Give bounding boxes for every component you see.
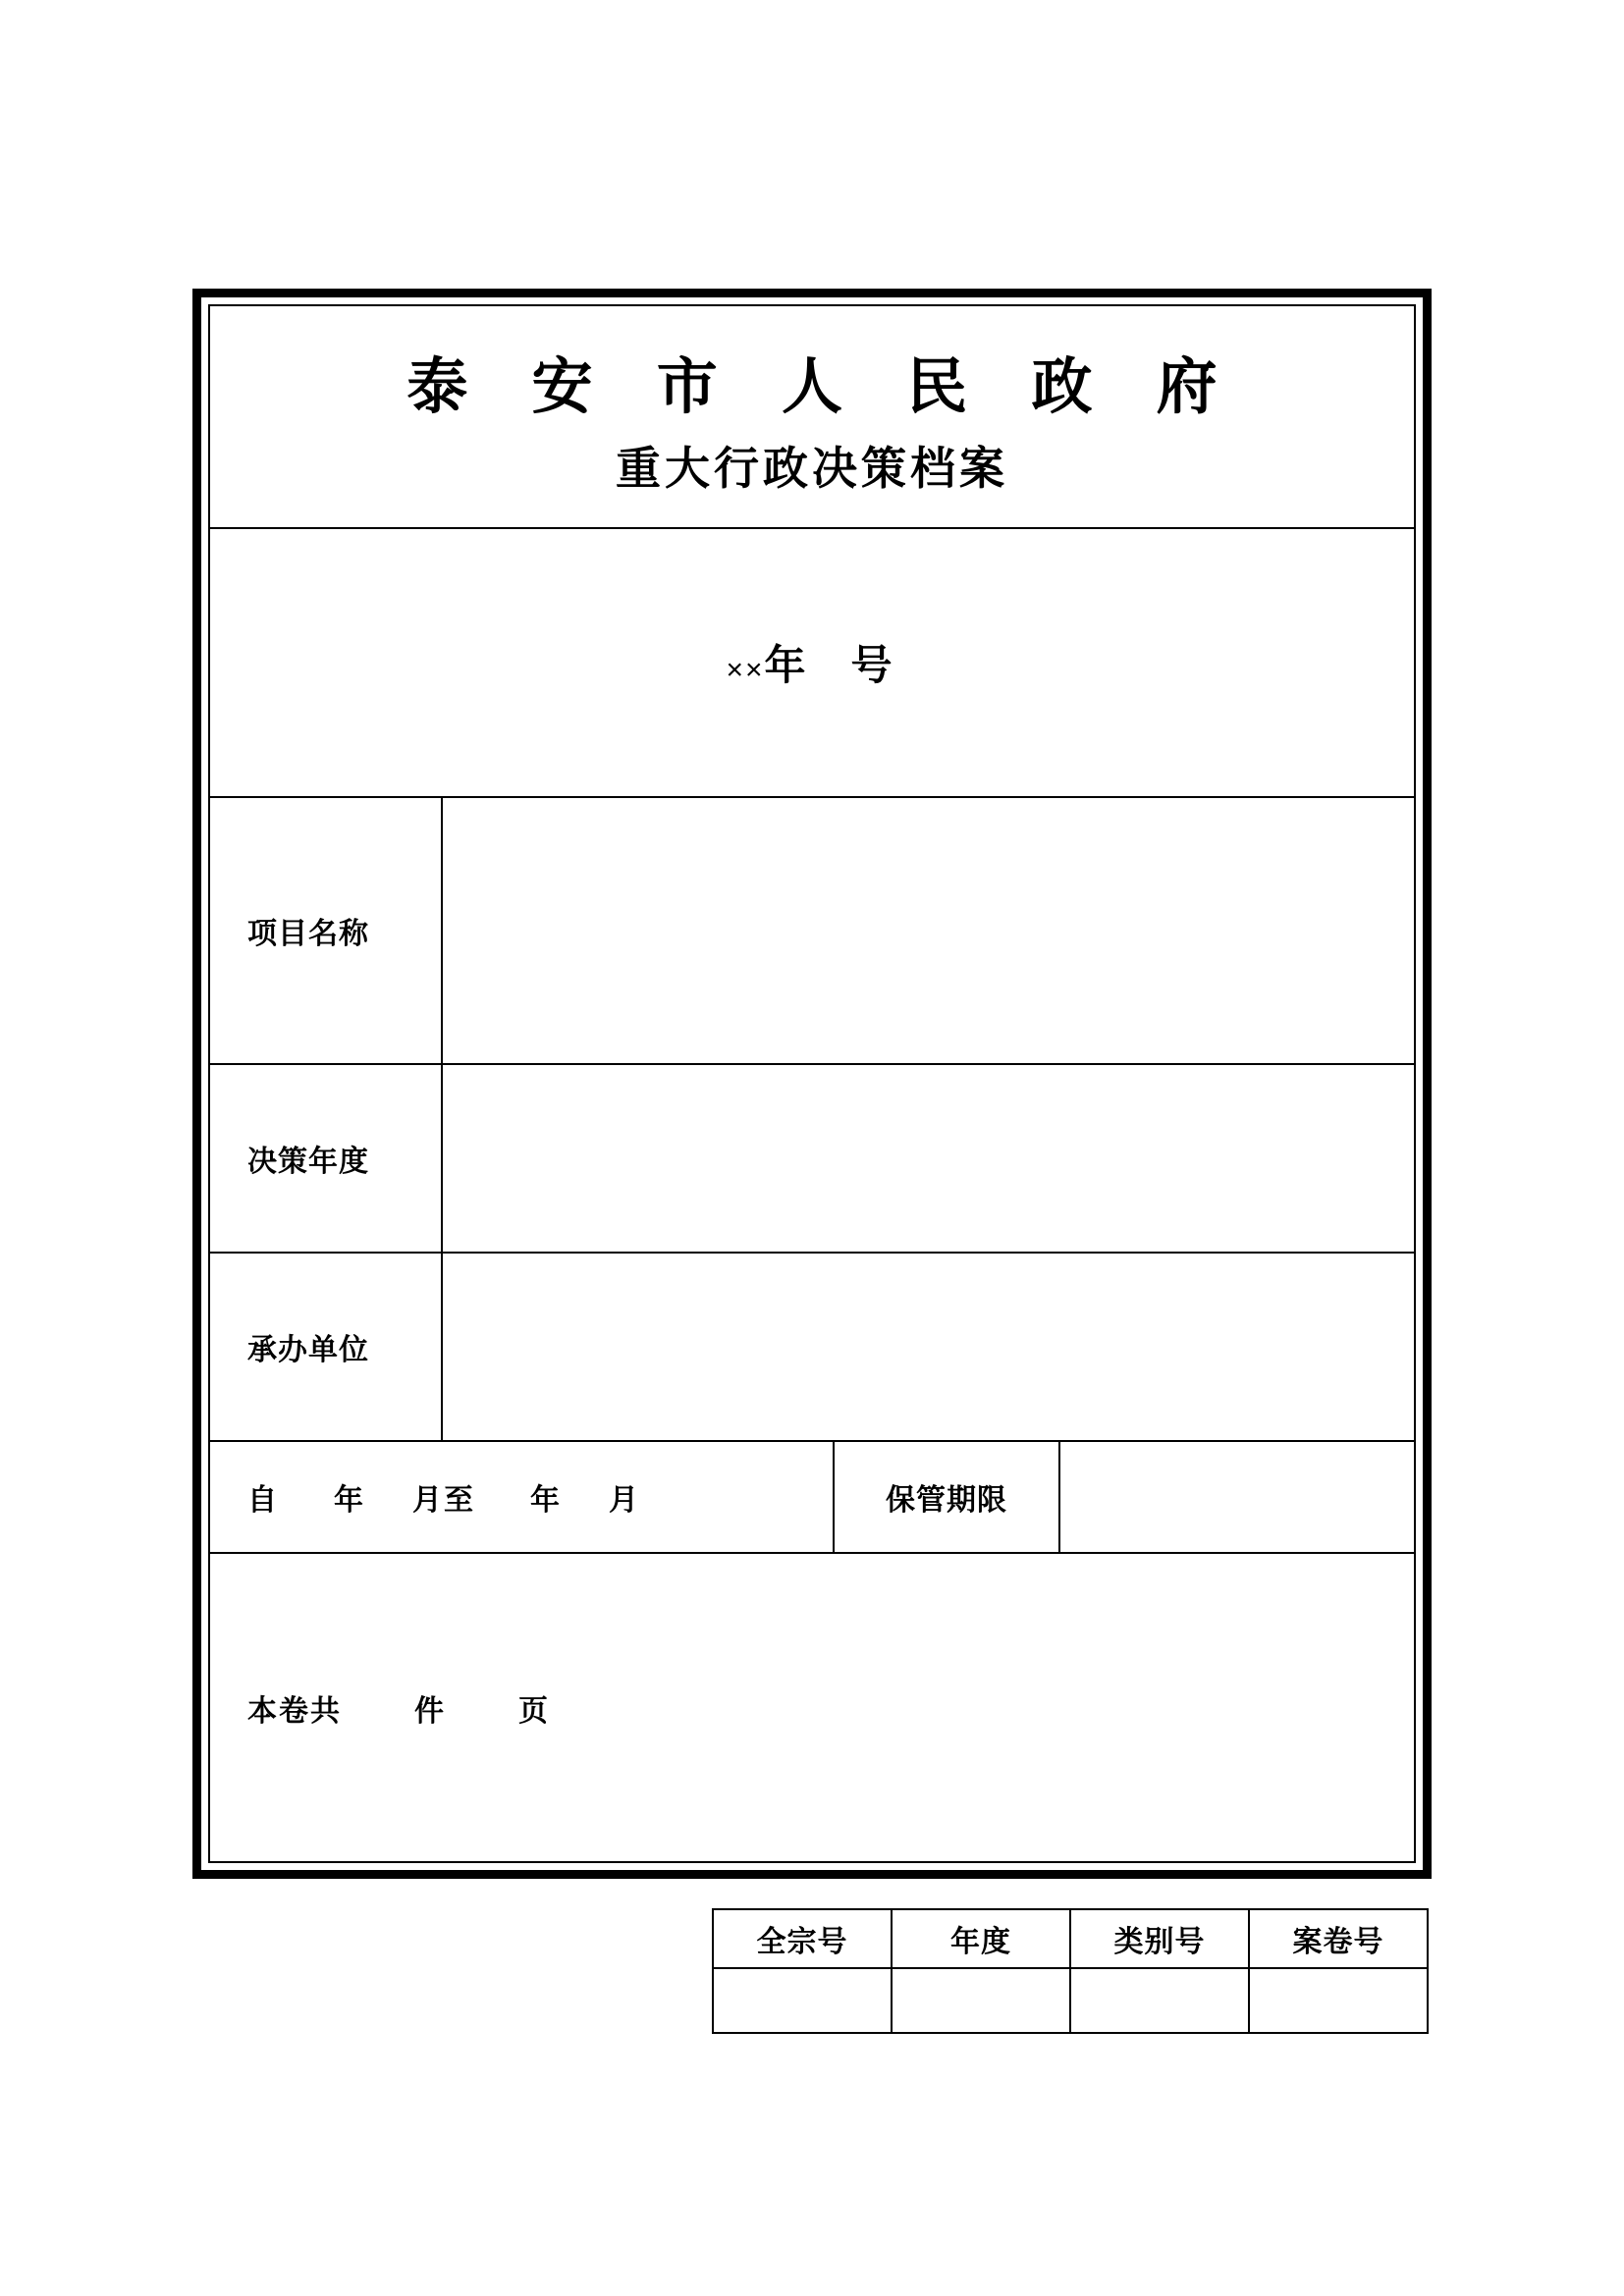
year-number-line [726,633,897,692]
date-span-field[interactable] [210,1442,835,1552]
archive-cover-box [192,289,1432,1879]
field-value-project-name[interactable] [443,798,1414,1063]
date-from-month-char: 月 [412,1484,444,1518]
field-value-handling-unit[interactable] [443,1254,1414,1440]
archive-index-table [712,1908,1429,2034]
field-value-decision-year[interactable] [443,1065,1414,1252]
volume-page-unit: 页 [518,1694,550,1728]
volume-total-row[interactable] [210,1554,1414,1861]
column-header-year: 年度 [892,1909,1070,1968]
year-placeholder: ×× [726,654,765,687]
table-header-row [713,1909,1428,1968]
year-number-section [210,529,1414,798]
cell-fonds-number[interactable] [713,1968,892,2033]
field-label-project-name: 项目名称 [210,798,443,1063]
table-row [713,1968,1428,2033]
column-header-file-number: 案卷号 [1249,1909,1428,1968]
date-to-month-char: 月 [609,1484,640,1518]
date-retention-row [210,1442,1414,1554]
cell-file-number[interactable] [1249,1968,1428,2033]
retention-period-value[interactable] [1060,1442,1414,1552]
cell-year[interactable] [892,1968,1070,2033]
date-to-year-char: 年 [530,1484,562,1518]
field-row-project-name [210,798,1414,1065]
page-title: 泰 安 市 人 民 政 府 [406,353,1241,421]
volume-total-prefix: 本卷共 [247,1694,342,1728]
date-to-label: 至 [444,1484,475,1518]
field-row-decision-year [210,1065,1414,1254]
date-from-label: 自 [247,1484,279,1518]
archive-cover-inner [208,304,1416,1863]
field-row-handling-unit [210,1254,1414,1442]
date-from-year-char: 年 [334,1484,365,1518]
retention-period-label: 保管期限 [835,1442,1060,1552]
volume-piece-unit: 件 [414,1694,446,1728]
year-char: 年 [764,642,812,689]
column-header-fonds-number: 全宗号 [713,1909,892,1968]
field-label-decision-year: 决策年度 [210,1065,443,1252]
title-section [210,306,1414,529]
field-label-handling-unit: 承办单位 [210,1254,443,1440]
cell-category-number[interactable] [1070,1968,1249,2033]
column-header-category-number: 类别号 [1070,1909,1249,1968]
page-subtitle: 重大行政决策档案 [616,442,1008,494]
number-char: 号 [850,642,898,689]
